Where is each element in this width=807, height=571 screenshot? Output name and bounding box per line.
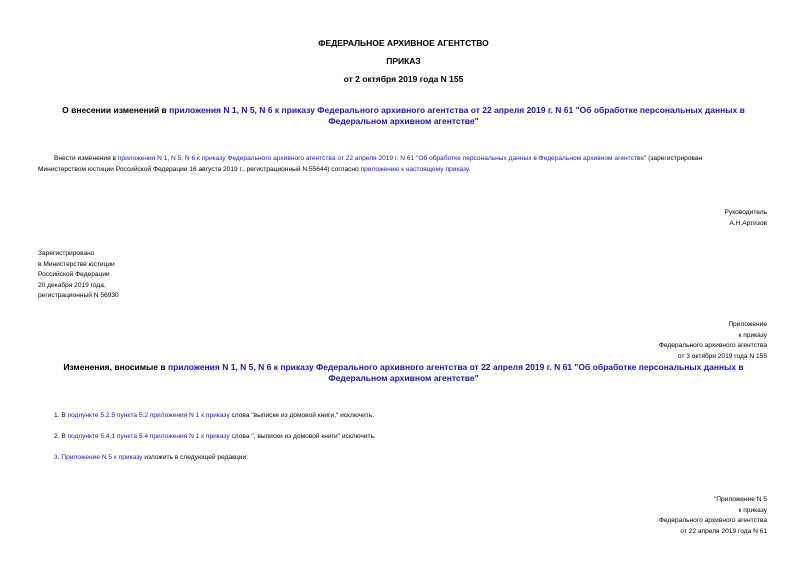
- registration-block: [38, 249, 288, 302]
- appendix-ref-line: Федерального архивного агентства: [658, 342, 767, 349]
- item-link[interactable]: 3. Приложение N 5 к приказу: [54, 454, 143, 461]
- registration-line: Российской Федерации: [38, 271, 110, 278]
- order-title-prefix: О внесении изменений в: [62, 105, 170, 115]
- appendix-ref-line: от 3 октября 2019 года N 155: [677, 352, 767, 360]
- document-date-number: от 2 октября 2019 года N 155: [343, 74, 464, 84]
- body-intro: Внести изменения в: [54, 155, 118, 162]
- body-link-appendix[interactable]: приложению к настоящему приказу: [360, 165, 469, 173]
- body-end: .: [468, 165, 471, 173]
- registration-line: 20 декабря 2019 года,: [38, 281, 106, 289]
- order-body: [38, 154, 798, 175]
- registration-line: регистрационный N 56930: [38, 292, 119, 299]
- appendix5-ref-line: к приказу: [738, 506, 767, 514]
- appendix-reference: [517, 320, 767, 362]
- item-link[interactable]: подпункте 5.2.5 пункта 5.2 приложения N 1 к приказу: [67, 412, 230, 419]
- appendix5-reference: [517, 495, 767, 537]
- item-text: слова ", выписки из домовой книги" исключить.: [229, 433, 376, 440]
- change-item-3: [54, 453, 794, 464]
- changes-title: [0, 362, 807, 384]
- body-link-appendices[interactable]: приложения N 1, N 5, N 6 к приказу Федерального архивного агентства от 22 апреля 2019 г. N 61 "Об обработке персональных данных в Федеральном архивном агентстве": [117, 155, 647, 162]
- document-type: ПРИКАЗ: [386, 56, 421, 66]
- changes-title-link[interactable]: приложения N 1, N 5, N 6 к приказу Федерального архивного агентства от 22 апреля 2019 г. N 61 "Об обработке персональных данных в: [167, 362, 744, 372]
- registration-line: в Министерстве юстиции: [38, 260, 115, 268]
- change-item-2: [54, 432, 794, 443]
- appendix5-ref-line: Федерального архивного агентства: [658, 517, 767, 524]
- order-title: [0, 105, 807, 127]
- registration-line: Зарегистрировано: [38, 250, 95, 257]
- appendix-ref-line: Приложение: [728, 321, 767, 328]
- item-number: 1. В: [54, 412, 68, 419]
- appendix-ref-line: к приказу: [738, 331, 767, 339]
- item-text: изложить в следующей редакции:: [142, 454, 248, 461]
- agency-title: ФЕДЕРАЛЬНОЕ АРХИВНОЕ АГЕНТСТВО: [318, 38, 489, 48]
- signature-block: [567, 208, 767, 229]
- body-tail: (зарегистрирован: [646, 155, 703, 162]
- appendix5-ref-line: "Приложение N 5: [713, 496, 767, 503]
- body-line2: Министерством юстиции Российской Федерации 16 августа 2019 г., регистрационный N 55644) согласно: [38, 165, 361, 173]
- signature-position: Руководитель: [724, 209, 767, 216]
- order-title-link-cont[interactable]: Федеральном архивном агентстве": [328, 116, 479, 126]
- appendix5-ref-line: от 22 апреля 2019 года N 61: [680, 527, 767, 535]
- item-link[interactable]: подпункте 5.4.1 пункта 5.4 приложения N 1 к приказу: [67, 433, 230, 440]
- changes-title-prefix: Изменения, вносимые в: [63, 362, 168, 372]
- item-number: 2. В: [54, 433, 68, 440]
- order-title-link[interactable]: приложения N 1, N 5, N 6 к приказу Федерального архивного агентства от 22 апреля 2019 г. N 61 "Об обработке персональных данных в: [169, 105, 745, 115]
- change-item-1: [54, 411, 794, 422]
- signature-name: А.Н.Артизов: [729, 219, 767, 227]
- item-text: слова "выписке из домовой книги," исключить.: [229, 412, 375, 419]
- changes-title-link-cont[interactable]: Федеральном архивном агентстве": [328, 373, 479, 383]
